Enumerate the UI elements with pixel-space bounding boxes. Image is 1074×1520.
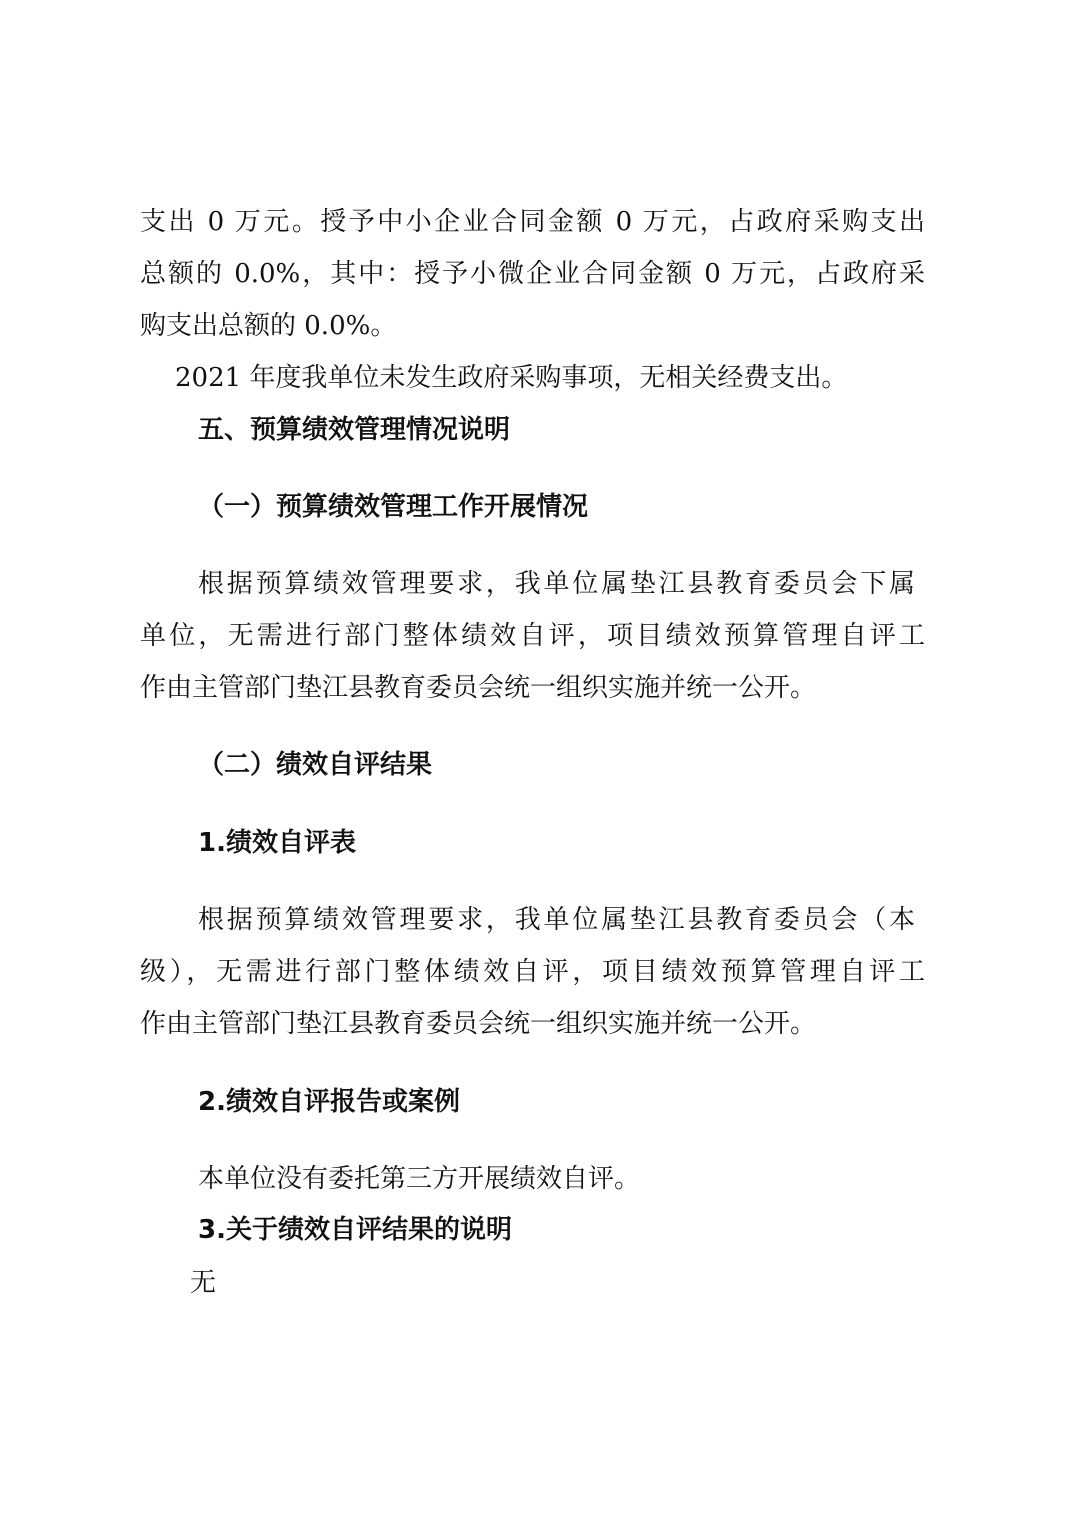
subsection-1-line-1: 根据预算绩效管理要求，我单位属垫江县教育委员会下属 [198, 569, 915, 599]
item-2-paragraph: 本单位没有委托第三方开展绩效自评。 [198, 1164, 641, 1194]
item-1-line-2: 级），无需进行部门整体绩效自评，项目绩效预算管理自评工 [140, 957, 925, 987]
item-2-title: 2.绩效自评报告或案例 [198, 1087, 460, 1117]
subsection-1-line-3: 作由主管部门垫江县教育委员会统一组织实施并统一公开。 [140, 673, 817, 703]
no-procurement-paragraph: 2021 年度我单位未发生政府采购事项，无相关经费支出。 [175, 363, 848, 393]
procurement-line-1: 支出 0 万元。授予中小企业合同金额 0 万元，占政府采购支出 [140, 207, 925, 237]
section-5-title: 五、预算绩效管理情况说明 [198, 415, 511, 445]
item-1-title: 1.绩效自评表 [198, 828, 356, 858]
procurement-line-2: 总额的 0.0%，其中：授予小微企业合同金额 0 万元，占政府采 [140, 259, 925, 289]
procurement-line-3: 购支出总额的 0.0%。 [140, 311, 397, 341]
item-3-title: 3.关于绩效自评结果的说明 [198, 1215, 512, 1245]
subsection-2-title: （二）绩效自评结果 [198, 750, 433, 780]
item-1-line-3: 作由主管部门垫江县教育委员会统一组织实施并统一公开。 [140, 1009, 817, 1039]
item-1-line-1: 根据预算绩效管理要求，我单位属垫江县教育委员会（本 [198, 905, 915, 935]
item-3-paragraph: 无 [190, 1268, 217, 1298]
subsection-1-line-2: 单位，无需进行部门整体绩效自评，项目绩效预算管理自评工 [140, 621, 925, 651]
subsection-1-title: （一）预算绩效管理工作开展情况 [198, 492, 589, 522]
